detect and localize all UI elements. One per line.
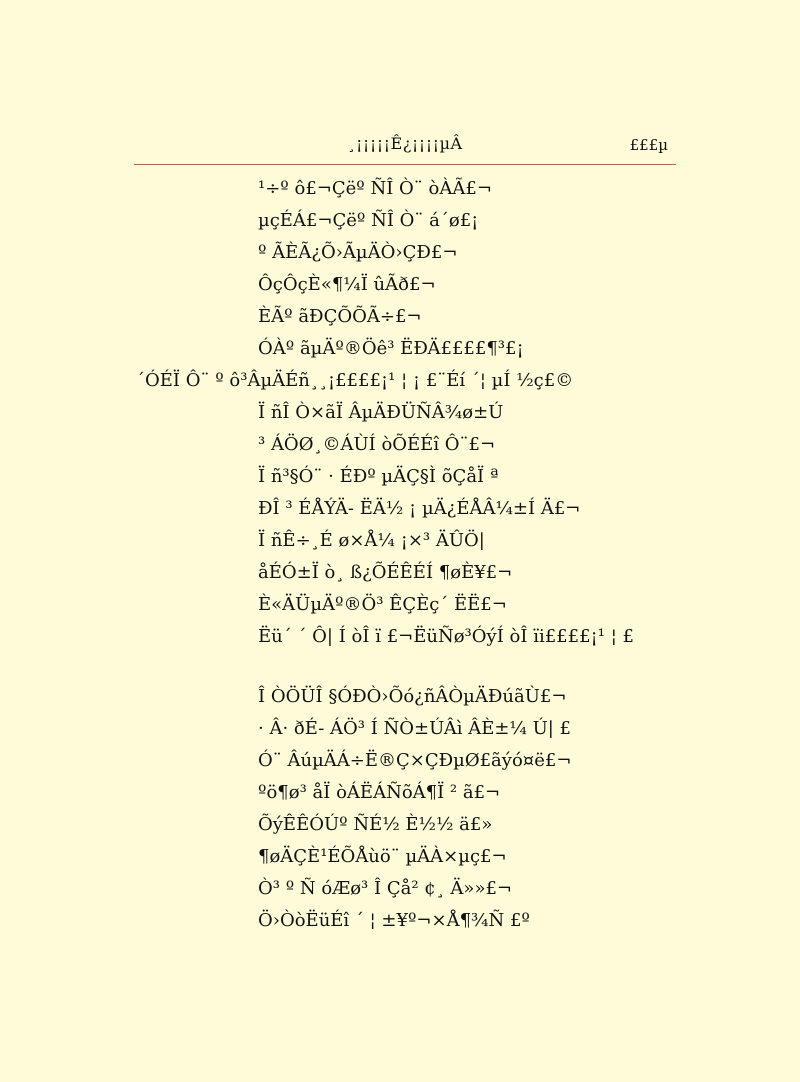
verse-line: Ó¨ ÂúµÄÁ÷Ë®Ç×ÇÐµØ£ãýó¤ë£¬ (258, 750, 572, 771)
verse-line: ¹÷º ô£¬Çëº ÑÎ Ò¨ òÀÃ£¬ (258, 178, 492, 199)
verse-line: · Â· ðÉ- ÁÖ³ Í ÑÒ±ÚÂì ÂÈ±¼ Ú| £ (258, 718, 572, 739)
verse-line: ÈÃº ãÐÇÕÕÃ÷£¬ (258, 306, 422, 327)
verse-line: Ï ñÎ Ò×ãÏ ÂµÄÐÜÑÂ¾ø±Ú (258, 402, 504, 423)
verse-line: ÓÀº ãµÄº®Öê³ ËÐÄ££££¶³£¡ (258, 338, 524, 359)
verse-line: ºö¶ø³ åÏ òÁËÁÑõÁ¶Ï ² ã£¬ (258, 782, 501, 803)
running-header (134, 130, 676, 165)
verse-line: Ï ñÊ÷¸É ø×Å¼ ¡×³ ÄÛÖ| (258, 530, 485, 551)
page-number: £££µ (629, 136, 668, 154)
verse-line: ÕýÊÊÓÚº ÑÉ½ È½½ ä£» (258, 814, 493, 835)
verse-line: Ö›ÒòËüÉî ´ ¦ ±¥º¬×Å¶¾Ñ £º (258, 910, 530, 931)
verse-line: Î ÒÖÜÎ §ÓÐÒ›Õó¿ñÂÒµÄÐúãÙ£¬ (258, 686, 567, 707)
verse-line: µçÉÁ£¬Çëº ÑÎ Ò¨ á´ø£¡ (258, 210, 479, 231)
verse-line: º ÃÈÃ¿Õ›ÃµÄÒ›ÇÐ£¬ (258, 242, 458, 263)
verse-line: Ëü´ ´ Ô| Í òÎ ï £¬ËüÑø³ÓýÍ òÎ ïi££££¡¹ ¦ £ (258, 626, 634, 647)
verse-line: ÔçÔçÈ«¶¼Ï ûÃð£¬ (258, 274, 436, 295)
verse-line: È«ÄÜµÄº®Ö³ ÊÇÈç´ ËË£¬ (258, 594, 507, 615)
verse-line: ¶øÄÇÈ¹ÉÕÅùö¨ µÄÀ×µç£¬ (258, 846, 507, 867)
header-title: ¸¡¡¡¡¡Ê¿¡¡¡¡µÂ (347, 134, 463, 153)
verse-line: ÐÎ ³ ÉÅÝÄ- ËÄ½ ¡ µÄ¿ÉÅÂ¼±Í Ä£¬ (258, 498, 581, 519)
verse-line: åÉÓ±Ï ò¸ ß¿ÕÉÊÉÍ ¶øÈ¥£¬ (258, 562, 513, 583)
verse-line: ´ÓÉÏ Ô¨ º ô³ÂµÄÉñ¸¸¡££££¡¹ ¦ ¡ £¨Éí ´¦ µÍ ½ç£© (136, 370, 574, 391)
verse-line: Ò³ º Ñ óÆø³ Î Çå² ¢¸ Ä»»£¬ (258, 878, 512, 899)
verse-line: Ï ñ³§Ó¨ · ÉÐº µÄÇ§Ì õÇåÏ ª (258, 466, 499, 487)
verse-line: ³ ÁÖØ¸©ÁÙÍ òÕÉÉî Ô¨£¬ (258, 434, 496, 455)
